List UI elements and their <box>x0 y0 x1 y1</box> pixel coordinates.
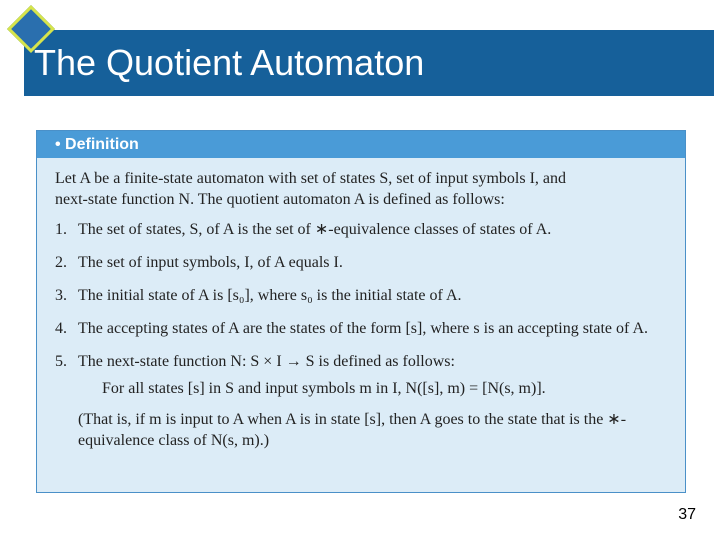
item-text: The initial state of A is [s₀], where s₀ is the initial state of A. <box>78 287 462 304</box>
definition-item <box>55 252 667 273</box>
definition-item <box>55 285 667 306</box>
item-text: The next-state function N: S × I → S is defined as follows: <box>78 353 455 370</box>
item-number: 4. <box>55 320 67 337</box>
item-text: The set of input symbols, I, of A equals I. <box>78 254 343 271</box>
intro-line-1: Let A be a finite-state automaton with set of states S, set of input symbols I, and <box>55 170 567 187</box>
item-number: 5. <box>55 353 67 370</box>
intro-line-2: next-state function N. The quotient automaton A is defined as follows: <box>55 191 505 208</box>
item-text: The accepting states of A are the states of the form [s], where s is an accepting state of A. <box>78 320 649 337</box>
item-number: 2. <box>55 254 67 271</box>
definition-box <box>36 130 686 493</box>
next-state-formula: For all states [s] in S and input symbols m in I, N([s], m) = [N(s, m)]. <box>102 380 546 397</box>
definition-intro <box>55 168 667 210</box>
page-number: 37 <box>678 506 696 523</box>
definition-body <box>37 158 685 451</box>
definition-note: (That is, if m is input to A when A is in state [s], then A goes to the state that is the ∗-equivalence class of N(s, m).) <box>78 411 627 449</box>
definition-item <box>55 219 667 240</box>
item-number: 3. <box>55 287 67 304</box>
definition-header: • Definition <box>37 131 685 158</box>
item-text: The set of states, S, of A is the set of ∗-equivalence classes of states of A. <box>78 221 552 238</box>
slide-title: The Quotient Automaton <box>34 42 425 83</box>
definition-item <box>55 318 667 339</box>
item-number: 1. <box>55 221 67 238</box>
definition-item <box>55 351 667 372</box>
